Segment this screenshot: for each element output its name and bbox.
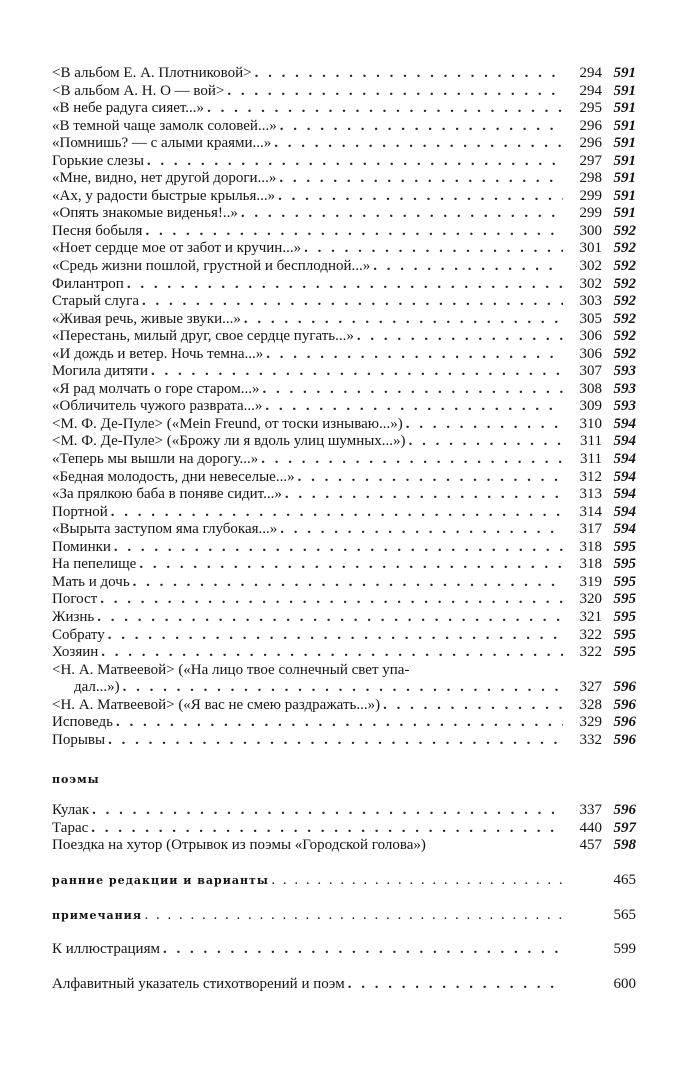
page-number: 301	[579, 240, 602, 257]
entry-title: «Средь жизни пошлой, грустной и бесплодной...»	[52, 258, 371, 275]
toc-entry	[52, 363, 636, 381]
page-number: 294	[579, 82, 602, 99]
toc-entry	[52, 170, 636, 188]
dot-leader	[255, 65, 563, 83]
page-number: 296	[579, 135, 602, 152]
page-number: 320	[579, 591, 602, 608]
notes-page-number: 595	[613, 573, 636, 590]
notes-page-number: 595	[613, 591, 636, 608]
entry-title: «Теперь мы вышли на дорогу...»	[52, 451, 259, 468]
entry-title: К иллюстрациям	[52, 941, 160, 958]
entry-title: Поездка на хутор (Отрывок из поэмы «Городской голова»)	[52, 837, 426, 854]
dot-leader	[101, 644, 563, 662]
dot-leader	[92, 802, 563, 820]
toc-entry	[52, 223, 636, 241]
dot-leader	[227, 83, 563, 101]
toc-entry	[52, 627, 636, 645]
toc-entry	[52, 591, 636, 609]
dot-leader	[261, 451, 563, 469]
toc-entry	[52, 451, 636, 469]
entry-title: дал...»)	[74, 679, 120, 696]
notes-page-number: 593	[613, 363, 636, 380]
entry-title: «Мне, видно, нет другой дороги...»	[52, 170, 277, 187]
entry-title: Поминки	[52, 538, 111, 555]
page-number: 302	[579, 258, 602, 275]
notes-page-number: 591	[613, 65, 636, 81]
dot-leader	[280, 521, 563, 539]
entry-title: <М. Ф. Де-Пуле> («Брожу ли я вдоль улиц шумных...»)	[52, 433, 406, 450]
toc-entry	[52, 188, 636, 206]
entry-title: Могила дитяти	[52, 363, 149, 380]
page-number: 306	[579, 328, 602, 345]
dot-leader	[97, 609, 563, 627]
entry-title: Горькие слезы	[52, 152, 144, 169]
toc-entry	[52, 539, 636, 557]
section-heading-poems: поэмы	[52, 773, 100, 787]
toc-entry	[52, 433, 636, 451]
toc-entry	[52, 65, 636, 83]
notes-page-number: 595	[613, 644, 636, 661]
toc-entry	[52, 205, 636, 223]
entry-title: <Н. А. Матвеевой> («На лицо твое солнечный свет упа-	[52, 661, 410, 678]
entry-title: Хозяин	[52, 644, 99, 661]
notes-page-number: 592	[613, 345, 636, 362]
toc-entry	[52, 486, 636, 504]
entry-title: «Бедная молодость, дни невеселые...»	[52, 468, 295, 485]
toc-entry	[52, 276, 636, 294]
page-number: 299	[579, 187, 602, 204]
entry-title: «Перестань, милый друг, свое сердце пугать...»	[52, 328, 354, 345]
dot-leader	[272, 873, 563, 891]
notes-page-number: 598	[613, 837, 636, 854]
page-number: 299	[579, 205, 602, 222]
entry-title: Погост	[52, 591, 98, 608]
dot-leader	[280, 118, 563, 136]
notes-page-number: 592	[613, 240, 636, 257]
toc-entry	[52, 802, 636, 820]
page-number: 337	[579, 802, 602, 819]
entry-title: Жизнь	[52, 608, 95, 625]
entry-title: «Опять знакомые виденья!..»	[52, 205, 238, 222]
entry-title: «Я рад молчать о горе старом...»	[52, 380, 260, 397]
notes-page-number: 593	[613, 380, 636, 397]
entry-title: Тарас	[52, 819, 89, 836]
notes-page-number: 594	[613, 433, 636, 450]
notes-page-number: 591	[613, 100, 636, 117]
toc-entry	[52, 346, 636, 364]
toc-entry	[52, 556, 636, 574]
notes-page-number: 591	[613, 117, 636, 134]
toc-entry	[52, 240, 636, 258]
entry-title: Портной	[52, 503, 108, 520]
page-number: 312	[579, 468, 602, 485]
toc-entry	[52, 820, 636, 838]
notes-page-number: 594	[613, 415, 636, 432]
page-number: 311	[580, 451, 602, 468]
page-number: 329	[579, 714, 602, 731]
notes-page-number: 592	[613, 328, 636, 345]
toc-entry	[52, 976, 636, 994]
notes-page-number: 595	[613, 556, 636, 573]
page-number: 307	[579, 363, 602, 380]
page-number: 308	[579, 380, 602, 397]
page-number: 317	[579, 521, 602, 538]
page-number: 295	[579, 100, 602, 117]
entry-title: Кулак	[52, 802, 90, 819]
notes-page-number: 592	[613, 310, 636, 327]
page-number: 457	[579, 837, 602, 854]
notes-page-number: 596	[613, 731, 636, 748]
notes-page-number: 591	[613, 135, 636, 152]
entry-title: «Обличитель чужого разврата...»	[52, 398, 263, 415]
dot-leader	[151, 363, 563, 381]
page-number: 318	[579, 538, 602, 555]
entry-title: «Вырыта заступом яма глубокая...»	[52, 521, 278, 538]
toc-entry	[52, 398, 636, 416]
entry-title: Исповедь	[52, 714, 113, 731]
dot-leader	[373, 258, 563, 276]
toc-entry	[52, 609, 636, 627]
toc-section-row	[52, 907, 636, 925]
page-number: 300	[579, 222, 602, 239]
page-number: 322	[579, 626, 602, 643]
page-number: 465	[613, 871, 636, 888]
page-number: 319	[579, 573, 602, 590]
dot-leader	[108, 627, 563, 645]
dot-leader	[244, 311, 563, 329]
toc-entry	[52, 135, 636, 153]
page-number: 310	[579, 415, 602, 432]
notes-page-number: 596	[613, 696, 636, 713]
page-number: 314	[579, 503, 602, 520]
page-number: 306	[579, 345, 602, 362]
entry-title: «За прялкою баба в поняве сидит...»	[52, 486, 282, 503]
notes-page-number: 591	[613, 205, 636, 222]
notes-page-number: 591	[613, 152, 636, 169]
entry-title: «В темной чаще замолк соловей...»	[52, 117, 277, 134]
page-number: 322	[579, 644, 602, 661]
page-number: 600	[613, 975, 636, 992]
table-of-contents	[52, 65, 636, 993]
dot-leader	[145, 908, 563, 926]
dot-leader	[127, 276, 563, 294]
toc-entry	[52, 732, 636, 750]
toc-entry	[52, 697, 636, 715]
dot-leader	[304, 240, 563, 258]
page-number: 332	[579, 731, 602, 748]
notes-page-number: 591	[613, 82, 636, 99]
toc-entry	[52, 328, 636, 346]
dot-leader	[145, 223, 563, 241]
page-number: 328	[579, 696, 602, 713]
notes-page-number: 594	[613, 486, 636, 503]
entry-title: ранние редакции и варианты	[52, 873, 269, 887]
page-number: 305	[579, 310, 602, 327]
page-number: 318	[579, 556, 602, 573]
dot-leader	[383, 697, 563, 715]
toc-entry	[52, 118, 636, 136]
dot-leader	[262, 381, 563, 399]
entry-title: Филантроп	[52, 275, 124, 292]
toc-entry	[52, 679, 636, 697]
page-number: 309	[579, 398, 602, 415]
dot-leader	[163, 941, 563, 959]
entry-title: Мать и дочь	[52, 573, 130, 590]
notes-page-number: 592	[613, 258, 636, 275]
dot-leader	[298, 469, 563, 487]
toc-entry	[52, 381, 636, 399]
notes-page-number: 595	[613, 626, 636, 643]
toc-entry	[52, 469, 636, 487]
dot-leader	[91, 820, 563, 838]
page-number: 303	[579, 293, 602, 310]
entry-title: На пепелище	[52, 556, 137, 573]
notes-page-number: 593	[613, 398, 636, 415]
page-number: 294	[579, 65, 602, 81]
dot-leader	[116, 714, 563, 732]
notes-page-number: 595	[613, 608, 636, 625]
toc-section-row	[52, 872, 636, 890]
page-number: 599	[613, 941, 636, 958]
page-number: 311	[580, 433, 602, 450]
toc-entry	[52, 521, 636, 539]
dot-leader	[207, 100, 563, 118]
entry-title: Старый слуга	[52, 293, 140, 310]
dot-leader	[409, 433, 563, 451]
notes-page-number: 595	[613, 538, 636, 555]
toc-entry	[52, 258, 636, 276]
entry-title: «Ах, у радости быстрые крылья...»	[52, 187, 276, 204]
dot-leader	[274, 135, 563, 153]
page-number: 327	[579, 679, 602, 696]
toc-entry	[52, 644, 636, 662]
toc-entry	[52, 83, 636, 101]
toc-entry	[52, 293, 636, 311]
entry-title: <В альбом Е. А. Плотниковой>	[52, 65, 252, 81]
notes-page-number: 592	[613, 293, 636, 310]
dot-leader	[265, 398, 563, 416]
dot-leader	[348, 976, 563, 994]
page-number: 296	[579, 117, 602, 134]
toc-entry	[52, 100, 636, 118]
notes-page-number: 596	[613, 802, 636, 819]
notes-page-number: 591	[613, 170, 636, 187]
dot-leader	[114, 539, 563, 557]
page-number: 321	[579, 608, 602, 625]
entry-title: «Живая речь, живые звуки...»	[52, 310, 241, 327]
entry-title: Собрату	[52, 626, 105, 643]
dot-leader	[133, 574, 563, 592]
entry-title: <Н. А. Матвеевой> («Я вас не смею раздражать...»)	[52, 696, 381, 713]
dot-leader	[108, 732, 563, 750]
notes-page-number: 597	[613, 819, 636, 836]
toc-entry	[52, 311, 636, 329]
entry-title: «Ноет сердце мое от забот и кручин...»	[52, 240, 302, 257]
page-number: 440	[579, 819, 602, 836]
dot-leader	[266, 346, 563, 364]
notes-page-number: 594	[613, 451, 636, 468]
entry-title: «И дождь и ветер. Ночь темна...»	[52, 345, 264, 362]
dot-leader	[147, 153, 563, 171]
toc-entry	[52, 504, 636, 522]
dot-leader	[142, 293, 563, 311]
dot-leader	[406, 416, 563, 434]
dot-leader	[139, 556, 563, 574]
toc-entry	[52, 153, 636, 171]
page-number: 297	[579, 152, 602, 169]
dot-leader	[123, 679, 563, 697]
notes-page-number: 592	[613, 222, 636, 239]
page-number: 298	[579, 170, 602, 187]
notes-page-number: 596	[613, 679, 636, 696]
dot-leader	[111, 504, 563, 522]
notes-page-number: 594	[613, 503, 636, 520]
dot-leader	[285, 486, 563, 504]
page-number: 313	[579, 486, 602, 503]
dot-leader	[357, 328, 563, 346]
entry-title: <М. Ф. Де-Пуле> («Mein Freund, от тоски изнываю...»)	[52, 415, 403, 432]
page-number: 302	[579, 275, 602, 292]
entry-title: Алфавитный указатель стихотворений и поэм	[52, 975, 345, 992]
notes-page-number: 592	[613, 275, 636, 292]
entry-title: «Помнишь? — с алыми краями...»	[52, 135, 272, 152]
notes-page-number: 591	[613, 187, 636, 204]
toc-entry	[52, 416, 636, 434]
toc-entry	[52, 714, 636, 732]
entry-title: <В альбом А. Н. О — вой>	[52, 82, 225, 99]
dot-leader	[278, 188, 563, 206]
entry-title: Песня бобыля	[52, 222, 143, 239]
dot-leader	[241, 205, 563, 223]
toc-entry	[52, 941, 636, 959]
toc-entry	[52, 837, 636, 855]
notes-page-number: 596	[613, 714, 636, 731]
notes-page-number: 594	[613, 468, 636, 485]
entry-title: Порывы	[52, 731, 106, 748]
page-number: 565	[613, 906, 636, 923]
entry-title: примечания	[52, 908, 142, 922]
dot-leader	[100, 591, 563, 609]
toc-entry-first-line	[52, 662, 636, 680]
toc-entry	[52, 574, 636, 592]
dot-leader	[279, 170, 563, 188]
entry-title: «В небе радуга сияет...»	[52, 100, 205, 117]
notes-page-number: 594	[613, 521, 636, 538]
